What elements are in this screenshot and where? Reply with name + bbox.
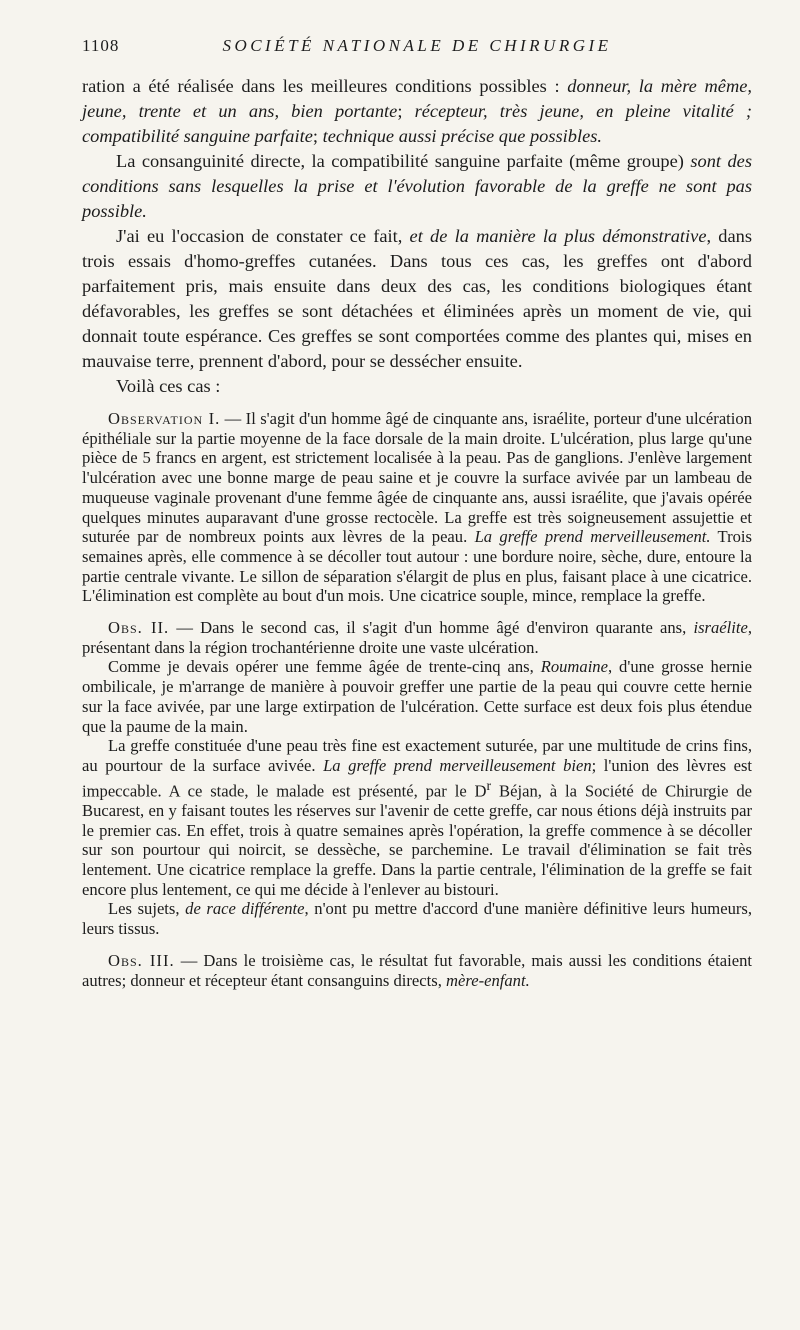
italic-phrase: technique aussi précise que possibles. xyxy=(322,126,602,146)
observation-2: Obs. II. — Dans le second cas, il s'agit d'un homme âgé d'environ quarante ans, israélite, présentant dans la région trochantérienne droite une vaste ulcération. Comme je devais opérer une femme âgée de trente-cinq ans, Roumaine, d'une grosse hernie ombilicale, je m'arrange de manière à pouvoir greffer une partie de la peau qui couvre cette hernie sur la face avivée, par une large extirpation de l'ulcération. Cette surface est deux fois plus étendue que la paume de la main. La greffe constituée d'une peau très fine est exactement suturée, par une multitude de crins fins, au pourtour de la surface avivée. La greffe prend merveilleusement bien; l'union des lèvres est impeccable. A ce stade, le malade est présenté, par le $D^r$ Béjan, à la Société de Chirurgie de Bucarest, en y faisant toutes les réserves sur l'avenir de cette greffe, car nous étions déjà instruits par le premier cas. En effet, trois à quatre semaines après l'opération, la greffe commence à se décoller sur son pourtour qui noircit, se dessèche, se parchemine. Le travail d'élimination se fait très lentement. Une cicatrice remplace la greffe. Dans la partie centrale, l'élimination de la greffe se fait encore plus lentement, ce qui me décide à l'enlever au bistouri. Les sujets, de race différente, n'ont pu mettre d'accord d'une manière définitive leurs humeurs, leurs tissus. xyxy=(82,618,753,939)
running-title: SOCIÉTÉ NATIONALE DE CHIRURGIE xyxy=(222,36,612,55)
paragraph-trials: J'ai eu l'occasion de constater ce fait, et de la manière la plus démonstrative, dans trois essais d'homo-greffes cutanées. Dans tous ces cas, les greffes ont d'abord parfaitement pris, mais ensuite dans deux des cas, les conditions biologiques étant défavorables, les greffes se sont détachées et éliminées après un moment de vie, qui donnait toute espérance. Ces greffes se sont comportées comme des plantes qui, mises en mauvaise terre, prennent d'abord, pour se dessécher ensuite. xyxy=(82,226,753,371)
page-header xyxy=(82,36,752,60)
italic-phrase: sont des conditions sans lesquelles la prise et l'évolution favorable de la greffe ne sont pas possible. xyxy=(82,151,752,221)
paragraph-intro-cases: Voilà ces cas : xyxy=(116,376,221,396)
page-number: 1108 xyxy=(82,36,120,55)
observation-1: Observation I. — Il s'agit d'un homme âgé de cinquante ans, israélite, porteur d'une ulcération épithéliale sur la partie moyenne de la face dorsale de la main droite. L'ulcération, plus large qu'une pièce de 5 francs en argent, est strictement localisée à la peau. Pas de ganglions. J'enlève largement l'ulcération avec une bonne marge de peau saine et je couvre la surface avivée par un lambeau de muqueuse vaginale provenant d'une femme âgée de cinquante ans, aussi israélite, que j'avais opérée quelques minutes auparavant d'une grosse rectocèle. La greffe est très soigneusement assujettie et suturée par de nombreux points aux lèvres de la peau. La greffe prend merveilleusement. Trois semaines après, elle commence à se décoller tout autour : une bordure noire, sèche, dure, entoure la partie centrale vivante. Le sillon de séparation s'élargit de plus en plus, faisant place à une cicatrice. L'élimination est complète au bout d'un mois. Une cicatrice souple, mince, remplace la greffe. xyxy=(82,409,753,606)
italic-phrase: donneur, la mère même, jeune, trente et un ans, bien portante xyxy=(82,76,752,121)
observation-3: Obs. III. — Dans le troisième cas, le résultat fut favorable, mais aussi les conditions étaient autres; donneur et récepteur étant consanguins directs, mère-enfant. xyxy=(82,950,752,990)
observation-label: Observation I. xyxy=(108,409,221,428)
article-body xyxy=(82,74,752,990)
italic-phrase: Roumaine xyxy=(540,657,608,677)
superscript: r xyxy=(486,777,492,793)
italic-phrase: La greffe prend merveilleusement bien xyxy=(323,755,592,775)
italic-phrase: mère-enfant. xyxy=(446,970,530,990)
italic-phrase: de race différente xyxy=(185,899,305,919)
observation-label: Obs. III. xyxy=(108,950,175,970)
observation-label: Obs. II. xyxy=(108,618,170,638)
italic-phrase: La greffe prend merveilleusement. xyxy=(474,527,711,547)
paragraph-consanguinity: La consanguinité directe, la compatibilité sanguine parfaite (même groupe) sont des conditions sans lesquelles la prise et l'évolution favorable de la greffe ne sont pas possible. xyxy=(82,151,752,221)
italic-phrase: et de la manière la plus démonstrative xyxy=(409,226,707,246)
paragraph-continuation: ration a été réalisée dans les meilleures conditions possibles : donneur, la mère même, jeune, trente et un ans, bien portante; récepteur, très jeune, en pleine vitalité ; compatibilité sanguine parfaite; technique aussi précise que possibles. xyxy=(82,76,752,146)
italic-phrase: israélite xyxy=(693,618,748,638)
main-text xyxy=(82,74,752,399)
italic-phrase: récepteur, très jeune, en pleine vitalité ; compatibilité sanguine parfaite xyxy=(82,101,752,146)
